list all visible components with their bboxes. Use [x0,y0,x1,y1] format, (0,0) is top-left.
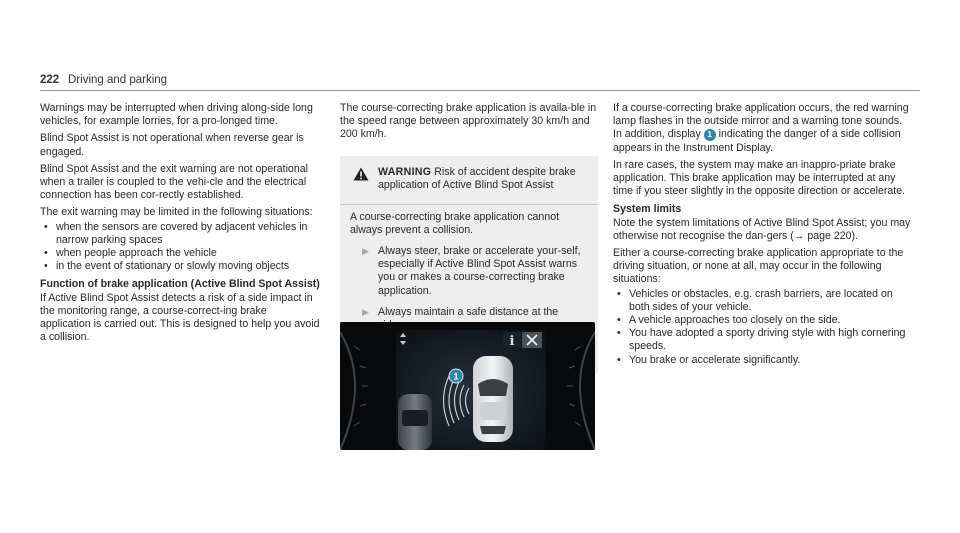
section-title: Driving and parking [68,74,168,86]
bullet-list [613,288,913,367]
paragraph-text: If a course-correcting brake application occurs, the red warning lamp flashes in the outside mirror and a warning tone sounds. In addition, display [613,102,909,141]
own-vehicle [473,356,513,442]
warning-heading: Risk of accident despite brake application of Active Blind Spot Assist [378,165,576,191]
callout-badge: 1 [704,129,716,141]
column-3 [613,102,913,371]
bullet-list [40,221,320,274]
paragraph [613,102,913,155]
list-item: • when people approach the vehicle [40,247,320,260]
instrument-display-illustration [340,322,595,450]
paragraph: The exit warning may be limited in the following situations: [40,206,313,219]
warning-steps [350,245,588,332]
warning-step: ▶ Always maintain a safe distance at the [350,306,588,332]
warning-body [340,211,598,341]
warning-step: ▶ Always steer, brake or accelerate your-self, especially if Active Blind Spot Assist warns you or makes a course-correcting brake application. [350,245,588,298]
close-icon [522,332,542,348]
list-item: • Vehicles or obstacles, e.g. crash barriers, are located on both sides of your vehicle. [613,288,913,314]
warning-text: A course-correcting brake application cannot always prevent a collision. [350,210,560,236]
paragraph: Blind Spot Assist and the exit warning are not operational when a trailer is coupled to the vehi-cle and the electrical connection has been cor-rectly established. [40,162,308,202]
paragraph [613,217,913,243]
list-item: • A vehicle approaches too closely on the side. [613,314,913,327]
paragraph-text: Note the system limitations of Active Blind Spot Assist; you may otherwise not recognise the dan-gers ( [613,216,911,242]
callout-marker-1 [449,369,463,383]
section-heading: System limits [613,203,682,216]
divider [340,204,598,205]
callout-number: 1 [453,371,459,382]
instrument-display-figure [340,322,595,450]
warning-label: WARNING [378,165,432,178]
column-1 [40,102,320,348]
arrow-right-icon: → [793,229,805,242]
svg-text:i: i [509,334,515,349]
paragraph: Either a course-correcting brake application appropriate to the driving situation, or none at all, may occur in the following situations: [613,247,904,286]
page-number: 222 [40,74,60,86]
paragraph: Blind Spot Assist is not operational when reverse gear is engaged. [40,132,304,158]
page-reference-link[interactable]: page 220). [804,229,858,242]
header-rule [40,90,920,91]
page-header [40,74,920,94]
side-vehicle-dark [398,394,432,450]
info-icon [503,332,521,349]
paragraph: Warnings may be interrupted when driving along-side long vehicles, for example lorries, for a pro-longed time. [40,102,313,128]
section-heading: Function of brake application (Active Blind Spot Assist) [40,278,320,291]
paragraph-text: indicating the danger of a side collision appears in the Instrument Display. [613,128,901,154]
warning-header [340,156,598,192]
paragraph: In rare cases, the system may make an inappro-priate brake application. This brake application may be interrupted at any time if you steer slightly in the opposite direction or accelerate. [613,158,906,198]
list-item: • You brake or accelerate significantly. [613,354,913,367]
list-item: • in the event of stationary or slowly moving objects [40,260,320,273]
list-item: • You have adopted a sporty driving style with high cornering speeds. [613,327,913,353]
list-item: • when the sensors are covered by adjacent vehicles in narrow parking spaces [40,221,320,247]
paragraph: The course-correcting brake application is availa-ble in the speed range between approximately 30 km/h and 200 km/h. [340,102,597,141]
paragraph: If Active Blind Spot Assist detects a risk of a side impact in the monitoring range, a course-correct-ing brake application is carried out. This is designed to help you avoid a collision. [40,291,320,344]
